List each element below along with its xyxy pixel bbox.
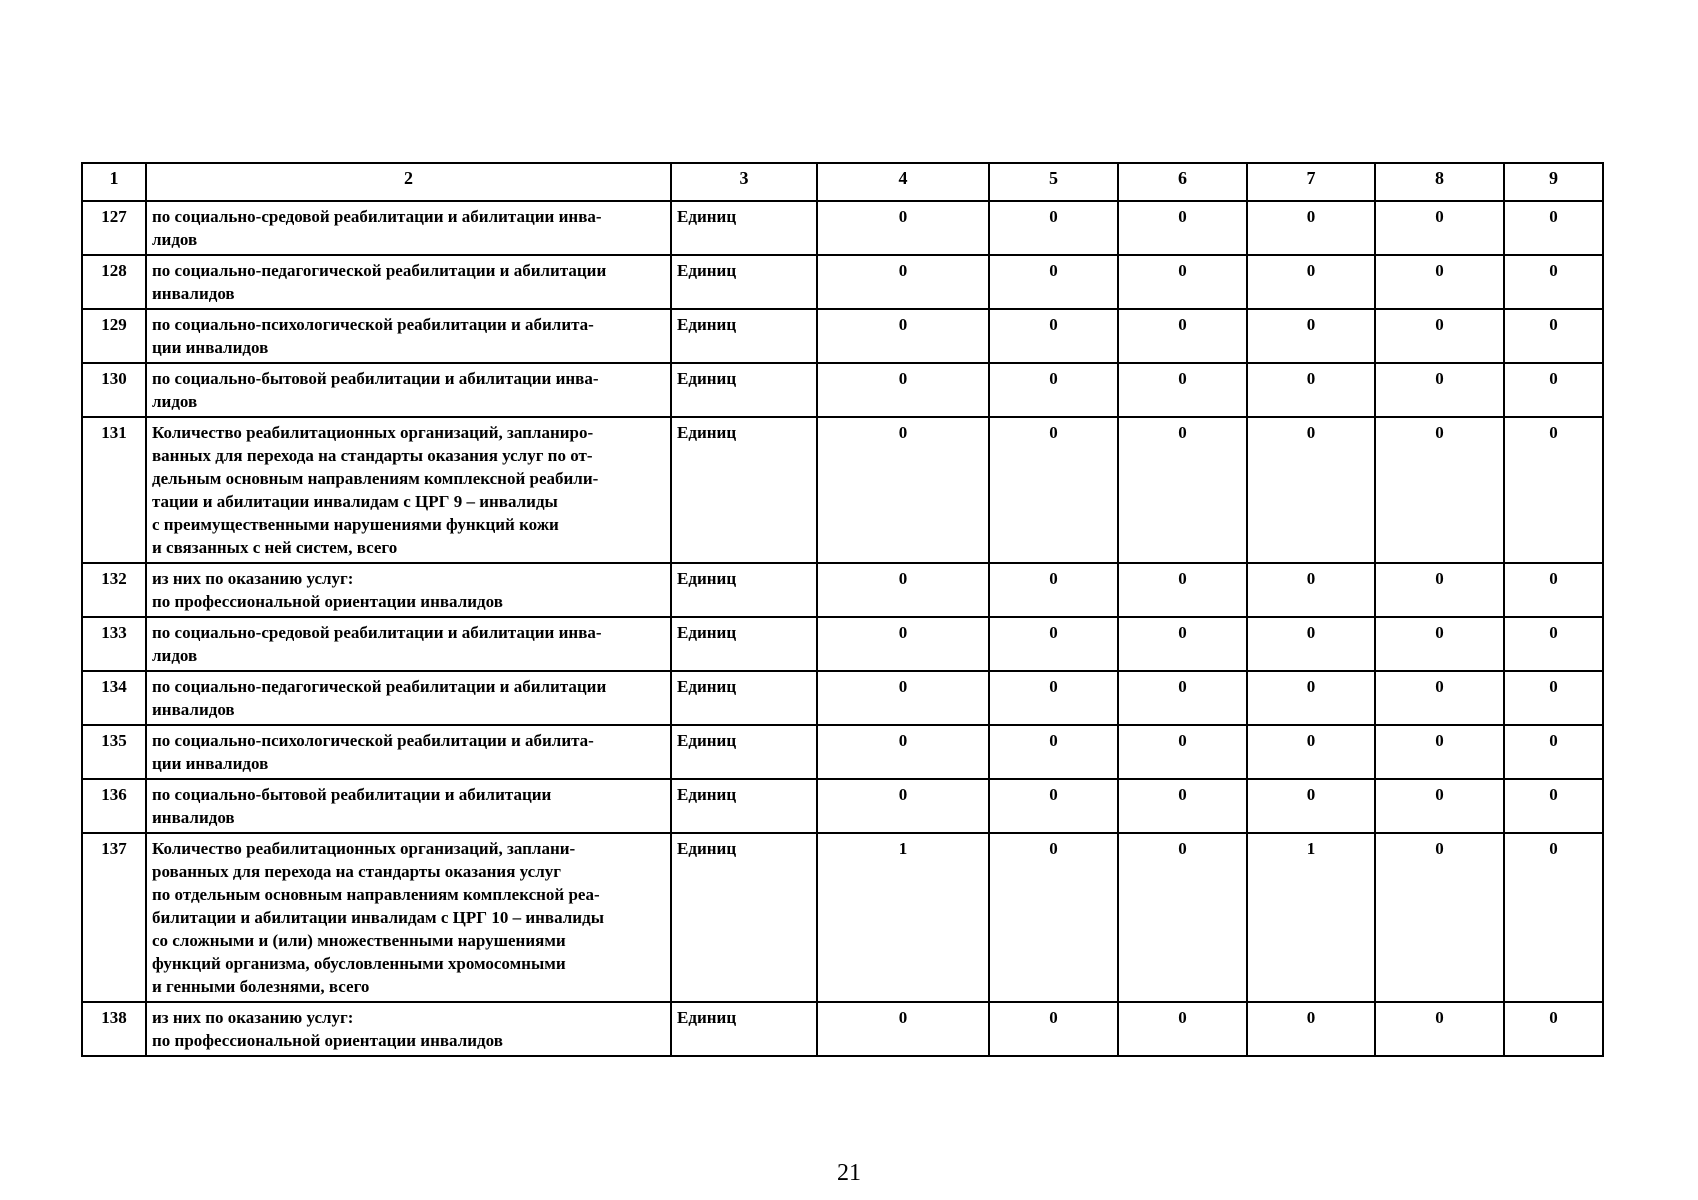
unit-cell: Единиц (671, 201, 817, 255)
value-cell: 0 (1504, 563, 1603, 617)
description-line: по социально-педагогической реабилитации и абилитации (152, 677, 607, 696)
value-cell: 0 (1504, 201, 1603, 255)
value-cell: 1 (1247, 833, 1375, 1002)
row-number-cell: 132 (82, 563, 146, 617)
description-line: инвалидов (152, 700, 235, 719)
description-line: тации и абилитации инвалидам с ЦРГ 9 – инвалиды (152, 492, 558, 511)
description-line: инвалидов (152, 808, 235, 827)
value-cell: 0 (1375, 725, 1504, 779)
description-line: рованных для перехода на стандарты оказания услуг (152, 862, 561, 881)
description-line: из них по оказанию услуг: (152, 1008, 354, 1027)
value-cell: 0 (1247, 563, 1375, 617)
description-line: Количество реабилитационных организаций, заплани- (152, 839, 576, 858)
row-number-cell: 130 (82, 363, 146, 417)
value-cell: 0 (989, 725, 1118, 779)
value-cell: 0 (989, 617, 1118, 671)
description-line: ванных для перехода на стандарты оказания услуг по от- (152, 446, 593, 465)
description-line: и генными болезнями, всего (152, 977, 370, 996)
value-cell: 0 (989, 1002, 1118, 1056)
value-cell: 0 (1118, 725, 1247, 779)
unit-cell: Единиц (671, 779, 817, 833)
value-cell: 0 (1118, 779, 1247, 833)
value-cell: 0 (1504, 255, 1603, 309)
value-cell: 0 (1247, 617, 1375, 671)
indicator-description-cell (146, 201, 671, 255)
header-cell: 6 (1118, 163, 1247, 201)
value-cell: 0 (1118, 617, 1247, 671)
value-cell: 0 (1504, 309, 1603, 363)
value-cell: 0 (817, 779, 989, 833)
table-row (82, 563, 1603, 617)
table-row (82, 671, 1603, 725)
value-cell: 0 (1118, 563, 1247, 617)
description-line: ции инвалидов (152, 754, 269, 773)
value-cell: 0 (1118, 201, 1247, 255)
unit-cell: Единиц (671, 725, 817, 779)
indicator-description-cell (146, 1002, 671, 1056)
value-cell: 0 (1118, 833, 1247, 1002)
value-cell: 0 (817, 417, 989, 563)
value-cell: 0 (1247, 363, 1375, 417)
value-cell: 0 (989, 563, 1118, 617)
value-cell: 0 (1375, 201, 1504, 255)
row-number-cell: 135 (82, 725, 146, 779)
header-cell: 5 (989, 163, 1118, 201)
value-cell: 0 (817, 1002, 989, 1056)
description-line: по социально-психологической реабилитации и абилита- (152, 731, 594, 750)
value-cell: 0 (989, 833, 1118, 1002)
row-number-cell: 138 (82, 1002, 146, 1056)
row-number-cell: 129 (82, 309, 146, 363)
value-cell: 0 (1375, 563, 1504, 617)
value-cell: 0 (1375, 255, 1504, 309)
description-line: ции инвалидов (152, 338, 269, 357)
description-line: дельным основным направлениям комплексной реабили- (152, 469, 599, 488)
value-cell: 0 (817, 671, 989, 725)
indicator-description-cell (146, 563, 671, 617)
table-row (82, 255, 1603, 309)
description-line: лидов (152, 230, 198, 249)
value-cell: 0 (1504, 417, 1603, 563)
value-cell: 0 (1375, 417, 1504, 563)
value-cell: 0 (1247, 417, 1375, 563)
value-cell: 0 (989, 363, 1118, 417)
value-cell: 0 (989, 309, 1118, 363)
value-cell: 0 (1118, 363, 1247, 417)
description-line: функций организма, обусловленными хромосомными (152, 954, 566, 973)
row-number-cell: 127 (82, 201, 146, 255)
table-row (82, 1002, 1603, 1056)
indicator-description-cell (146, 617, 671, 671)
value-cell: 0 (1375, 833, 1504, 1002)
value-cell: 1 (817, 833, 989, 1002)
statistics-table (81, 162, 1604, 1057)
table-row (82, 779, 1603, 833)
value-cell: 0 (817, 363, 989, 417)
value-cell: 0 (1504, 363, 1603, 417)
header-cell: 8 (1375, 163, 1504, 201)
description-line: Количество реабилитационных организаций, запланиро- (152, 423, 594, 442)
value-cell: 0 (1375, 617, 1504, 671)
description-line: по социально-средовой реабилитации и абилитации инва- (152, 623, 602, 642)
indicator-description-cell (146, 255, 671, 309)
table-row (82, 725, 1603, 779)
value-cell: 0 (989, 417, 1118, 563)
table-row (82, 617, 1603, 671)
value-cell: 0 (1504, 725, 1603, 779)
value-cell: 0 (989, 201, 1118, 255)
unit-cell: Единиц (671, 617, 817, 671)
indicator-description-cell (146, 671, 671, 725)
row-number-cell: 136 (82, 779, 146, 833)
value-cell: 0 (1375, 1002, 1504, 1056)
indicator-description-cell (146, 833, 671, 1002)
value-cell: 0 (1375, 671, 1504, 725)
value-cell: 0 (989, 779, 1118, 833)
table-row (82, 833, 1603, 1002)
value-cell: 0 (1375, 363, 1504, 417)
value-cell: 0 (1118, 417, 1247, 563)
value-cell: 0 (1504, 617, 1603, 671)
unit-cell: Единиц (671, 671, 817, 725)
unit-cell: Единиц (671, 833, 817, 1002)
header-cell: 3 (671, 163, 817, 201)
value-cell: 0 (817, 617, 989, 671)
value-cell: 0 (817, 309, 989, 363)
table-row (82, 309, 1603, 363)
value-cell: 0 (1118, 1002, 1247, 1056)
description-line: со сложными и (или) множественными нарушениями (152, 931, 566, 950)
value-cell: 0 (1247, 201, 1375, 255)
indicator-description-cell (146, 363, 671, 417)
value-cell: 0 (1247, 309, 1375, 363)
description-line: из них по оказанию услуг: (152, 569, 354, 588)
description-line: по социально-психологической реабилитации и абилита- (152, 315, 594, 334)
value-cell: 0 (817, 255, 989, 309)
header-cell: 2 (146, 163, 671, 201)
description-line: по социально-педагогической реабилитации и абилитации (152, 261, 607, 280)
unit-cell: Единиц (671, 363, 817, 417)
description-line: по профессиональной ориентации инвалидов (152, 592, 503, 611)
table-row (82, 363, 1603, 417)
value-cell: 0 (1118, 255, 1247, 309)
value-cell: 0 (1247, 255, 1375, 309)
unit-cell: Единиц (671, 1002, 817, 1056)
unit-cell: Единиц (671, 417, 817, 563)
indicator-description-cell (146, 309, 671, 363)
description-line: с преимущественными нарушениями функций кожи (152, 515, 559, 534)
value-cell: 0 (1375, 309, 1504, 363)
page-number: 21 (837, 1160, 861, 1186)
unit-cell: Единиц (671, 563, 817, 617)
header-cell: 7 (1247, 163, 1375, 201)
value-cell: 0 (1118, 671, 1247, 725)
indicator-description-cell (146, 779, 671, 833)
description-line: лидов (152, 646, 198, 665)
description-line: лидов (152, 392, 198, 411)
table-body (82, 163, 1603, 1056)
row-number-cell: 131 (82, 417, 146, 563)
header-cell: 9 (1504, 163, 1603, 201)
row-number-cell: 137 (82, 833, 146, 1002)
table-header-row (82, 163, 1603, 201)
header-cell: 1 (82, 163, 146, 201)
table-row (82, 417, 1603, 563)
value-cell: 0 (1247, 671, 1375, 725)
table-row (82, 201, 1603, 255)
description-line: по социально-средовой реабилитации и абилитации инва- (152, 207, 602, 226)
description-line: по отдельным основным направлениям комплексной реа- (152, 885, 600, 904)
description-line: по социально-бытовой реабилитации и абилитации (152, 785, 552, 804)
indicator-description-cell (146, 725, 671, 779)
value-cell: 0 (989, 255, 1118, 309)
description-line: билитации и абилитации инвалидам с ЦРГ 10 – инвалиды (152, 908, 604, 927)
unit-cell: Единиц (671, 255, 817, 309)
value-cell: 0 (989, 671, 1118, 725)
value-cell: 0 (817, 725, 989, 779)
value-cell: 0 (1504, 833, 1603, 1002)
value-cell: 0 (1504, 779, 1603, 833)
value-cell: 0 (1247, 779, 1375, 833)
value-cell: 0 (1375, 779, 1504, 833)
value-cell: 0 (1247, 1002, 1375, 1056)
value-cell: 0 (1504, 671, 1603, 725)
value-cell: 0 (817, 201, 989, 255)
description-line: и связанных с ней систем, всего (152, 538, 398, 557)
row-number-cell: 133 (82, 617, 146, 671)
value-cell: 0 (1504, 1002, 1603, 1056)
indicator-description-cell (146, 417, 671, 563)
row-number-cell: 134 (82, 671, 146, 725)
description-line: по социально-бытовой реабилитации и абилитации инва- (152, 369, 599, 388)
header-cell: 4 (817, 163, 989, 201)
value-cell: 0 (1118, 309, 1247, 363)
value-cell: 0 (817, 563, 989, 617)
description-line: по профессиональной ориентации инвалидов (152, 1031, 503, 1050)
value-cell: 0 (1247, 725, 1375, 779)
description-line: инвалидов (152, 284, 235, 303)
unit-cell: Единиц (671, 309, 817, 363)
row-number-cell: 128 (82, 255, 146, 309)
